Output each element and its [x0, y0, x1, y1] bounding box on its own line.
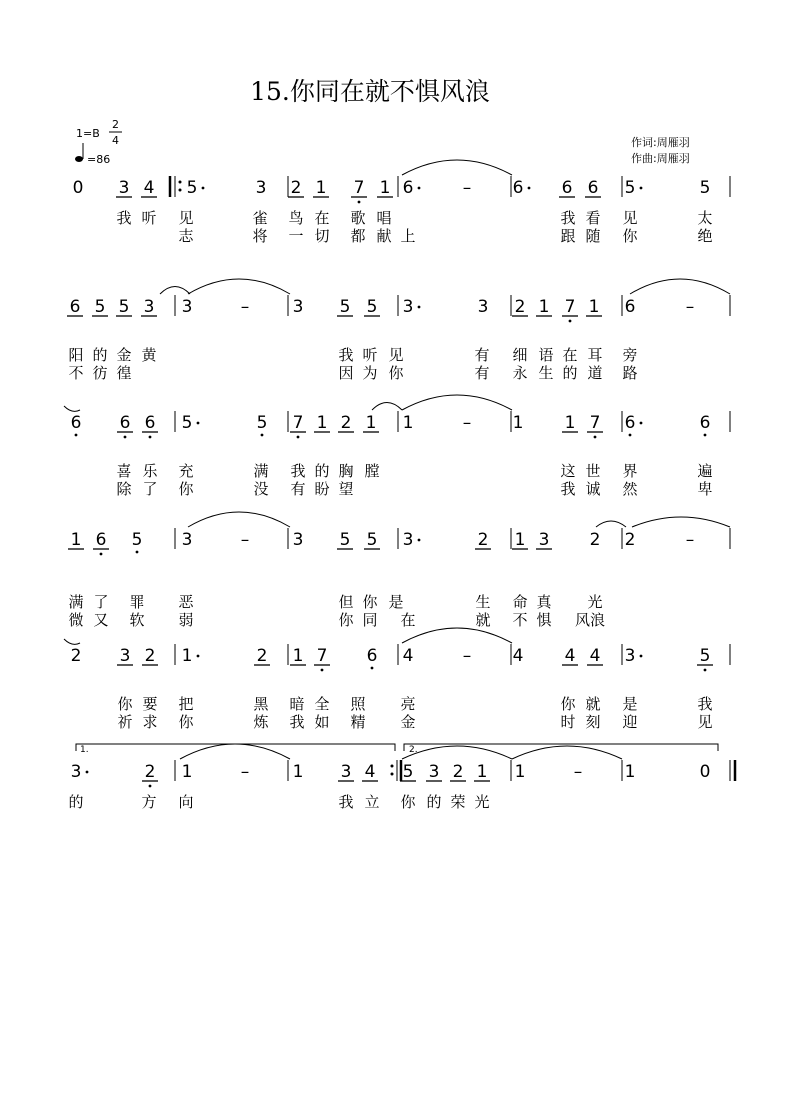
lyric-verse-1: 亮 — [400, 695, 416, 713]
note-digit: 2 — [452, 762, 464, 782]
note-digit: 5 — [256, 413, 268, 433]
low-octave-dot — [358, 201, 361, 204]
note-digit: 5 — [624, 178, 636, 198]
note-digit: 5 — [366, 297, 378, 317]
note-digit: 4 — [364, 762, 376, 782]
lyric-verse-1: 唱 — [376, 209, 392, 227]
lyric-verse-2: 时 — [560, 713, 576, 731]
lyric-verse-2: 你 — [338, 611, 354, 629]
lyric-verse-1: 真 — [536, 593, 552, 611]
lyric-verse-2: 你 — [622, 227, 638, 245]
note-digit: 2 — [514, 297, 526, 317]
lyric-verse-2: 你 — [178, 713, 194, 731]
note-digit: 4 — [589, 646, 601, 666]
lyric-verse-1: 充 — [178, 462, 194, 480]
lyric-verse-2: 因 — [338, 364, 354, 382]
note-digit: 1 — [181, 646, 193, 666]
note-digit: 6 — [699, 413, 711, 433]
slur-arc — [188, 279, 290, 294]
note-digit: 2 — [477, 530, 489, 550]
note-digit: 5 — [131, 530, 143, 550]
note-digit: 4 — [564, 646, 576, 666]
note-digit: 5 — [118, 297, 130, 317]
note-digit: 3 — [143, 297, 155, 317]
lyric-verse-1: 光 — [587, 593, 603, 611]
lyric-verse-2: 求 — [142, 713, 158, 731]
lyric-verse-2: 我 — [560, 480, 576, 498]
augmentation-dot — [86, 771, 89, 774]
note-digit: 2 — [144, 646, 156, 666]
note-digit: 1 — [292, 762, 304, 782]
note-digit: – — [240, 762, 250, 782]
lyric-verse-1: 满 — [68, 593, 84, 611]
note-digit: 3 — [119, 646, 131, 666]
note-digit: 1 — [379, 178, 391, 198]
lyric-verse-1: 的 — [314, 462, 330, 480]
note-digit: 5 — [402, 762, 414, 782]
lyric-verse-2: 迎 — [622, 713, 638, 731]
note-digit: 1 — [564, 413, 576, 433]
note-digit: 3 — [255, 178, 267, 198]
lyric-verse-2: 永 — [512, 364, 528, 382]
note-digit: 5 — [339, 530, 351, 550]
lyric-verse-1: 命 — [512, 593, 528, 611]
low-octave-dot — [149, 436, 152, 439]
slur-arc — [402, 395, 512, 410]
augmentation-dot — [640, 187, 643, 190]
lyric-verse-1: 雀 — [252, 209, 268, 227]
note-digit: 3 — [181, 297, 193, 317]
note-digit: 6 — [561, 178, 573, 198]
lyric-verse-1: 我 — [338, 793, 354, 811]
lyric-verse-1: 你 — [560, 695, 576, 713]
lyric-verse-2: 诚 — [585, 480, 601, 498]
lyric-verse-1: 喜 — [116, 462, 132, 480]
note-digit: 0 — [72, 178, 84, 198]
lyric-verse-1: 听 — [362, 346, 378, 364]
note-digit: 5 — [699, 646, 711, 666]
lyric-verse-1: 的 — [68, 793, 84, 811]
repeat-dot — [179, 181, 182, 184]
lyric-verse-1: 你 — [362, 593, 378, 611]
lyric-verse-1: 阳 — [68, 346, 84, 364]
lyric-verse-2: 路 — [622, 364, 638, 382]
note-digit: 3 — [118, 178, 130, 198]
augmentation-dot — [640, 422, 643, 425]
lyric-verse-2: 卑 — [697, 480, 713, 498]
augmentation-dot — [202, 187, 205, 190]
lyric-verse-1: 荣 — [450, 793, 466, 811]
lyric-verse-1: 向 — [178, 793, 194, 811]
lyric-verse-1: 旁 — [622, 346, 638, 364]
lyric-verse-2: 就 — [475, 611, 491, 629]
low-octave-dot — [100, 553, 103, 556]
lyric-verse-2: 彷 — [92, 364, 108, 382]
note-digit: 3 — [402, 297, 414, 317]
low-octave-dot — [149, 785, 152, 788]
lyric-verse-1: 暗 — [289, 695, 305, 713]
lyric-verse-1: 有 — [474, 346, 490, 364]
lyric-verse-2: 为 — [362, 364, 378, 382]
lyric-verse-2: 志 — [178, 227, 194, 245]
lyric-verse-2: 绝 — [697, 227, 713, 245]
lyric-verse-2: 生 — [538, 364, 554, 382]
time-signature-top: 2 — [112, 118, 119, 131]
low-octave-dot — [321, 669, 324, 672]
low-octave-dot — [704, 434, 707, 437]
note-digit: 2 — [144, 762, 156, 782]
lyric-verse-2: 弱 — [178, 611, 194, 629]
composer-credit: 作曲:周雁羽 — [631, 152, 690, 165]
lyric-verse-1: 但 — [338, 593, 354, 611]
lyric-verse-1: 鸟 — [288, 209, 304, 227]
lyric-verse-1: 的 — [92, 346, 108, 364]
note-digit: 6 — [366, 646, 378, 666]
lyric-verse-1: 照 — [350, 695, 366, 713]
lyric-verse-2: 如 — [314, 713, 330, 731]
low-octave-dot — [75, 434, 78, 437]
note-digit: 1 — [514, 762, 526, 782]
slur-arc — [402, 746, 512, 759]
lyric-verse-1: 胸 — [338, 462, 354, 480]
lyric-verse-2: 献 — [376, 227, 392, 245]
volta-label-1: 1. — [80, 745, 89, 755]
note-digit: 2 — [290, 178, 302, 198]
low-octave-dot — [371, 667, 374, 670]
low-octave-dot — [569, 320, 572, 323]
lyric-verse-1: 在 — [562, 346, 578, 364]
lyric-verse-2: 不 — [68, 364, 84, 382]
lyric-verse-1: 黄 — [141, 346, 157, 364]
lyric-verse-1: 见 — [388, 346, 404, 364]
note-digit: 5 — [181, 413, 193, 433]
lyric-verse-2: 望 — [338, 480, 354, 498]
lyric-verse-1: 细 — [512, 346, 528, 364]
note-digit: 6 — [624, 297, 636, 317]
note-digit: 6 — [624, 413, 636, 433]
lyric-verse-1: 把 — [178, 695, 194, 713]
lyric-verse-2: 然 — [622, 480, 638, 498]
note-digit: 4 — [512, 646, 524, 666]
lyric-verse-1: 生 — [475, 593, 491, 611]
note-digit: 1 — [365, 413, 377, 433]
note-digit: 1 — [624, 762, 636, 782]
slur-arc — [632, 517, 730, 527]
tempo-marking: =86 — [87, 153, 111, 166]
lyric-verse-1: 乐 — [142, 462, 158, 480]
note-digit: 0 — [699, 762, 711, 782]
note-digit: 3 — [181, 530, 193, 550]
note-digit: 5 — [186, 178, 198, 198]
low-octave-dot — [594, 436, 597, 439]
note-digit: 7 — [589, 413, 601, 433]
note-digit: 7 — [353, 178, 365, 198]
lyric-verse-1: 见 — [622, 209, 638, 227]
lyric-verse-1: 罪 — [129, 593, 145, 611]
repeat-dot — [179, 189, 182, 192]
note-digit: 2 — [624, 530, 636, 550]
lyric-verse-1: 太 — [697, 209, 713, 227]
lyric-verse-1: 听 — [141, 209, 157, 227]
lyric-verse-2: 你 — [178, 480, 194, 498]
low-octave-dot — [136, 551, 139, 554]
low-octave-dot — [704, 669, 707, 672]
note-digit: 2 — [70, 646, 82, 666]
note-digit: 1 — [181, 762, 193, 782]
lyric-verse-1: 界 — [622, 462, 638, 480]
lyric-verse-1: 你 — [400, 793, 416, 811]
note-digit: – — [240, 297, 250, 317]
note-digit: 3 — [340, 762, 352, 782]
lyric-verse-1: 我 — [338, 346, 354, 364]
quarter-note-icon — [75, 143, 83, 162]
song-title: 15.你同在就不惧风浪 — [250, 77, 490, 106]
note-digit: 5 — [366, 530, 378, 550]
lyric-verse-2: 金 — [400, 713, 416, 731]
note-digit: 3 — [477, 297, 489, 317]
augmentation-dot — [197, 422, 200, 425]
note-digit: 2 — [256, 646, 268, 666]
lyric-verse-2: 有 — [290, 480, 306, 498]
note-digit: – — [573, 762, 583, 782]
slur-arc — [402, 160, 512, 175]
lyric-verse-2: 随 — [585, 227, 601, 245]
note-digit: 1 — [316, 413, 328, 433]
time-signature-bottom: 4 — [112, 134, 119, 147]
low-octave-dot — [261, 434, 264, 437]
slur-arc — [596, 521, 626, 527]
lyric-verse-1: 在 — [314, 209, 330, 227]
note-digit: 2 — [340, 413, 352, 433]
note-digit: – — [685, 297, 695, 317]
note-digit: 3 — [428, 762, 440, 782]
note-digit: 6 — [402, 178, 414, 198]
note-digit: 3 — [292, 297, 304, 317]
lyric-verse-1: 是 — [622, 695, 638, 713]
note-digit: – — [462, 646, 472, 666]
lyric-verse-2: 刻 — [585, 713, 601, 731]
note-digit: – — [685, 530, 695, 550]
note-digit: 5 — [339, 297, 351, 317]
note-digit: 7 — [292, 413, 304, 433]
lyric-verse-2: 惧 — [536, 611, 552, 629]
note-digit: 3 — [538, 530, 550, 550]
volta-label-2: 2. — [409, 745, 418, 755]
note-digit: – — [240, 530, 250, 550]
slur-arc — [372, 403, 402, 411]
lyric-verse-2: 精 — [350, 713, 366, 731]
low-octave-dot — [297, 436, 300, 439]
note-digit: 7 — [316, 646, 328, 666]
note-digit: 3 — [70, 762, 82, 782]
lyric-verse-2: 同 — [362, 611, 378, 629]
note-digit: 6 — [144, 413, 156, 433]
lyric-verse-1: 的 — [426, 793, 442, 811]
lyric-verse-1: 是 — [388, 593, 404, 611]
augmentation-dot — [418, 187, 421, 190]
lyric-verse-1: 你 — [117, 695, 133, 713]
lyric-verse-1: 满 — [253, 462, 269, 480]
lyric-verse-1: 了 — [93, 593, 109, 611]
lyric-verse-2: 都 — [350, 227, 366, 245]
note-digit: 5 — [94, 297, 106, 317]
lyric-verse-2: 祈 — [117, 713, 133, 731]
repeat-end-dot — [391, 765, 394, 768]
lyric-verse-1: 语 — [538, 346, 554, 364]
lyric-verse-2: 的 — [562, 364, 578, 382]
note-digit: 3 — [624, 646, 636, 666]
note-digit: 4 — [402, 646, 414, 666]
key-signature: 1=B — [76, 127, 100, 140]
lyric-verse-2: 切 — [314, 227, 330, 245]
lyric-verse-2: 有 — [474, 364, 490, 382]
volta-bracket-2 — [404, 744, 718, 751]
lyric-verse-1: 歌 — [350, 209, 366, 227]
low-octave-dot — [629, 434, 632, 437]
lyric-verse-1: 我 — [697, 695, 713, 713]
note-digit: 5 — [699, 178, 711, 198]
note-digit: 1 — [588, 297, 600, 317]
lyric-verse-2: 除 — [116, 480, 132, 498]
repeat-end-dot — [391, 773, 394, 776]
slur-arc — [64, 406, 80, 411]
note-digit: – — [462, 413, 472, 433]
lyric-verse-2: 跟 — [560, 227, 576, 245]
slur-arc — [160, 287, 190, 295]
lyric-verse-2: 一 — [288, 227, 304, 245]
note-digit: 6 — [119, 413, 131, 433]
note-digit: 1 — [476, 762, 488, 782]
note-digit: 6 — [70, 413, 82, 433]
note-digit: 1 — [70, 530, 82, 550]
augmentation-dot — [640, 655, 643, 658]
lyric-verse-2: 微 — [68, 611, 84, 629]
lyric-verse-2: 盼 — [314, 480, 330, 498]
low-octave-dot — [124, 436, 127, 439]
note-digit: 1 — [402, 413, 414, 433]
lyric-verse-1: 我 — [560, 209, 576, 227]
slur-arc — [188, 512, 290, 527]
lyric-verse-1: 就 — [585, 695, 601, 713]
lyric-verse-1: 方 — [141, 793, 157, 811]
slur-arc — [64, 639, 80, 644]
lyricist-credit: 作词:周雁羽 — [631, 136, 690, 149]
lyric-verse-2: 炼 — [253, 713, 269, 731]
note-digit: 6 — [512, 178, 524, 198]
lyric-verse-1: 这 — [560, 462, 576, 480]
lyric-verse-2: 又 — [93, 611, 109, 629]
lyric-verse-1: 恶 — [178, 593, 194, 611]
lyric-verse-1: 耳 — [587, 346, 603, 364]
lyric-verse-1: 看 — [585, 209, 601, 227]
lyric-verse-1: 黑 — [253, 695, 269, 713]
note-digit: 6 — [587, 178, 599, 198]
lyric-verse-2: 风浪 — [574, 611, 606, 629]
slur-arc — [180, 744, 290, 759]
lyric-verse-1: 见 — [178, 209, 194, 227]
lyric-verse-1: 立 — [364, 793, 380, 811]
lyric-verse-1: 全 — [314, 695, 330, 713]
augmentation-dot — [197, 655, 200, 658]
lyric-verse-2: 见 — [697, 713, 713, 731]
augmentation-dot — [528, 187, 531, 190]
augmentation-dot — [418, 539, 421, 542]
note-digit: 1 — [512, 413, 524, 433]
lyric-verse-2: 徨 — [116, 364, 132, 382]
note-digit: 1 — [538, 297, 550, 317]
note-digit: 3 — [292, 530, 304, 550]
lyric-verse-2: 没 — [253, 480, 269, 498]
lyric-verse-1: 我 — [116, 209, 132, 227]
note-digit: 6 — [95, 530, 107, 550]
lyric-verse-2: 不 — [512, 611, 528, 629]
lyric-verse-2: 在 — [400, 611, 416, 629]
slur-arc — [630, 279, 730, 294]
lyric-verse-1: 遍 — [697, 462, 713, 480]
lyric-verse-2: 了 — [142, 480, 158, 498]
slur-arc — [402, 628, 512, 643]
lyric-verse-1: 要 — [142, 695, 158, 713]
lyric-verse-1: 金 — [116, 346, 132, 364]
lyric-verse-2: 我 — [289, 713, 305, 731]
volta-bracket-1 — [76, 744, 395, 751]
lyric-verse-2: 你 — [388, 364, 404, 382]
lyric-verse-1: 光 — [474, 793, 490, 811]
lyric-verse-1: 世 — [585, 462, 601, 480]
lyric-verse-1: 膛 — [364, 462, 380, 480]
augmentation-dot — [418, 306, 421, 309]
note-digit: 1 — [292, 646, 304, 666]
lyric-verse-2: 上 — [400, 227, 416, 245]
note-digit: 4 — [143, 178, 155, 198]
lyric-verse-2: 软 — [129, 611, 145, 629]
lyric-verse-2: 道 — [587, 364, 603, 382]
lyric-verse-1: 我 — [290, 462, 306, 480]
note-digit: 2 — [589, 530, 601, 550]
note-digit: – — [462, 178, 472, 198]
note-digit: 7 — [564, 297, 576, 317]
note-digit: 6 — [69, 297, 81, 317]
note-digit: 3 — [402, 530, 414, 550]
lyric-verse-2: 将 — [252, 227, 268, 245]
note-digit: 1 — [315, 178, 327, 198]
slur-arc — [512, 746, 622, 759]
note-digit: 1 — [514, 530, 526, 550]
